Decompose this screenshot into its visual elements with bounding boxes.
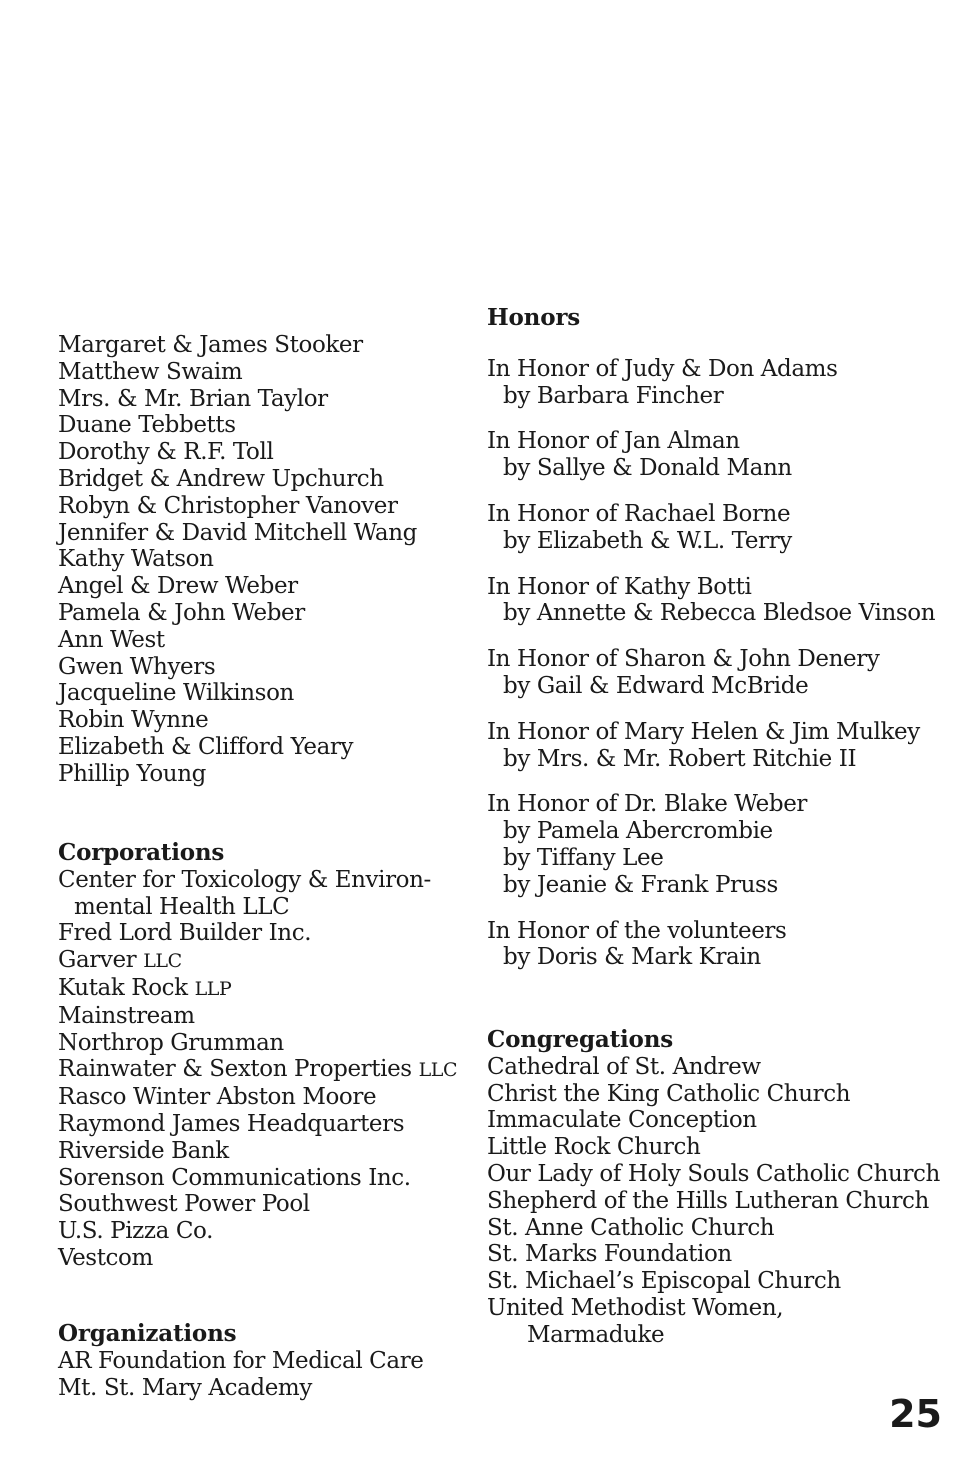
honor-title: In Honor of Sharon & John Denery [487, 646, 880, 673]
corporation-suffix: LLC [143, 950, 182, 973]
corporation-name: U.S. Pizza Co. [58, 1218, 213, 1245]
honor-donor: by Sallye & Donald Mann [503, 455, 792, 482]
donor-name: Jennifer & David Mitchell Wang [58, 519, 417, 546]
honor-donor: by Pamela Abercrombie [503, 818, 773, 845]
honor-entry [487, 646, 935, 700]
donor-name: Margaret & James Stooker [58, 332, 363, 358]
donor-name: Robin Wynne [58, 707, 209, 734]
corporation-name: Rainwater & Sexton Properties [58, 1056, 419, 1083]
honor-title: In Honor of the volunteers [487, 917, 787, 944]
corporation-item [58, 1056, 457, 1084]
honors-list [487, 356, 935, 971]
corporation-item [58, 920, 457, 947]
donor-name: Pamela & John Weber [58, 599, 305, 626]
honor-donor: by Gail & Edward McBride [503, 672, 809, 699]
corporation-name: Riverside Bank [58, 1137, 229, 1164]
honor-entry [487, 791, 935, 898]
donor-name: Bridget & Andrew Upchurch [58, 465, 384, 492]
congregation-item: St. Michael’s Episcopal Church [487, 1268, 841, 1295]
organizations-list [58, 1348, 424, 1402]
corporation-name: Garver [58, 947, 144, 974]
honor-title: In Honor of Kathy Botti [487, 573, 752, 600]
individual-donors-list [58, 332, 417, 788]
honor-entry [487, 719, 935, 773]
honor-donor: by Annette & Rebecca Bledsoe Vinson [503, 600, 936, 627]
donor-name: Matthew Swaim [58, 358, 243, 385]
corporation-name: Mainstream [58, 1002, 195, 1029]
organization-item: AR Foundation for Medical Care [58, 1347, 424, 1374]
congregation-item: Our Lady of Holy Souls Catholic Church [487, 1160, 940, 1187]
honor-donor: by Tiffany Lee [503, 844, 664, 871]
corporation-item [58, 867, 457, 894]
corporation-item [58, 1111, 457, 1138]
honor-entry [487, 428, 935, 482]
congregation-item: Marmaduke [527, 1321, 665, 1348]
honor-title: In Honor of Dr. Blake Weber [487, 791, 808, 818]
corporation-item [58, 1218, 457, 1245]
corporation-name: Kutak Rock [58, 974, 195, 1001]
honor-donor: by Doris & Mark Krain [503, 944, 761, 971]
congregations-heading: Congregations [487, 1026, 673, 1053]
corporation-item [58, 975, 457, 1003]
corporation-item [58, 1003, 457, 1030]
congregation-item: Christ the King Catholic Church [487, 1080, 851, 1107]
honor-donor: by Barbara Fincher [503, 382, 724, 409]
honor-entry [487, 918, 935, 972]
honor-donor: by Jeanie & Frank Pruss [503, 871, 778, 898]
corporation-name: Rasco Winter Abston Moore [58, 1084, 377, 1111]
organizations-heading: Organizations [58, 1320, 237, 1347]
corporation-name: Southwest Power Pool [58, 1191, 310, 1218]
honors-section [487, 305, 935, 990]
corporation-name: Center for Toxicology & Environ- [58, 866, 431, 893]
honor-donor: by Mrs. & Mr. Robert Ritchie II [503, 745, 857, 772]
organizations-section [58, 1321, 424, 1401]
corporation-item [58, 947, 457, 975]
page-number: 25 [889, 1392, 942, 1436]
corporation-item [58, 1191, 457, 1218]
honor-donor: by Elizabeth & W.L. Terry [503, 527, 792, 554]
corporation-name: mental Health LLC [74, 893, 290, 920]
organization-item: Mt. St. Mary Academy [58, 1374, 312, 1401]
donor-name: Elizabeth & Clifford Yeary [58, 733, 354, 760]
donor-name: Duane Tebbetts [58, 412, 236, 439]
honor-title: In Honor of Rachael Borne [487, 500, 791, 527]
congregation-item: St. Marks Foundation [487, 1241, 732, 1268]
corporation-name: Northrop Grumman [58, 1029, 284, 1056]
honor-entry [487, 574, 935, 628]
congregations-section [487, 1027, 940, 1349]
corporation-item [58, 1165, 457, 1192]
corporation-item [58, 1138, 457, 1165]
corporations-heading: Corporations [58, 839, 225, 866]
donor-name: Jacqueline Wilkinson [58, 680, 294, 707]
corporations-section [58, 840, 457, 1272]
congregations-list [487, 1054, 940, 1349]
corporation-item [58, 894, 457, 921]
congregation-item: Immaculate Conception [487, 1107, 757, 1134]
corporation-suffix: LLC [418, 1059, 458, 1082]
corporation-name: Raymond James Headquarters [58, 1110, 405, 1137]
corporation-suffix: LLP [194, 977, 232, 1000]
corporation-name: Vestcom [58, 1244, 153, 1271]
donor-name: Kathy Watson [58, 546, 214, 573]
corporation-item [58, 1245, 457, 1272]
corporation-name: Fred Lord Builder Inc. [58, 920, 312, 947]
congregation-item: United Methodist Women, [487, 1294, 784, 1321]
honor-entry [487, 356, 935, 410]
congregation-item: St. Anne Catholic Church [487, 1214, 775, 1241]
donor-name: Phillip Young [58, 760, 206, 787]
donor-name: Angel & Drew Weber [58, 573, 298, 600]
donor-name: Robyn & Christopher Vanover [58, 492, 398, 519]
honors-heading: Honors [487, 304, 581, 331]
donor-name: Mrs. & Mr. Brian Taylor [58, 385, 328, 412]
corporation-name: Sorenson Communications Inc. [58, 1164, 411, 1191]
donor-name: Dorothy & R.F. Toll [58, 439, 274, 466]
donor-name: Ann West [58, 626, 165, 653]
corporations-list [58, 867, 457, 1272]
congregation-item: Shepherd of the Hills Lutheran Church [487, 1187, 929, 1214]
honor-title: In Honor of Mary Helen & Jim Mulkey [487, 718, 920, 745]
honor-title: In Honor of Jan Alman [487, 428, 740, 455]
congregation-item: Cathedral of St. Andrew [487, 1053, 761, 1080]
congregation-item: Little Rock Church [487, 1134, 701, 1161]
donor-name: Gwen Whyers [58, 653, 216, 680]
honor-entry [487, 501, 935, 555]
corporation-item [58, 1030, 457, 1057]
honor-title: In Honor of Judy & Don Adams [487, 355, 838, 382]
corporation-item [58, 1084, 457, 1111]
